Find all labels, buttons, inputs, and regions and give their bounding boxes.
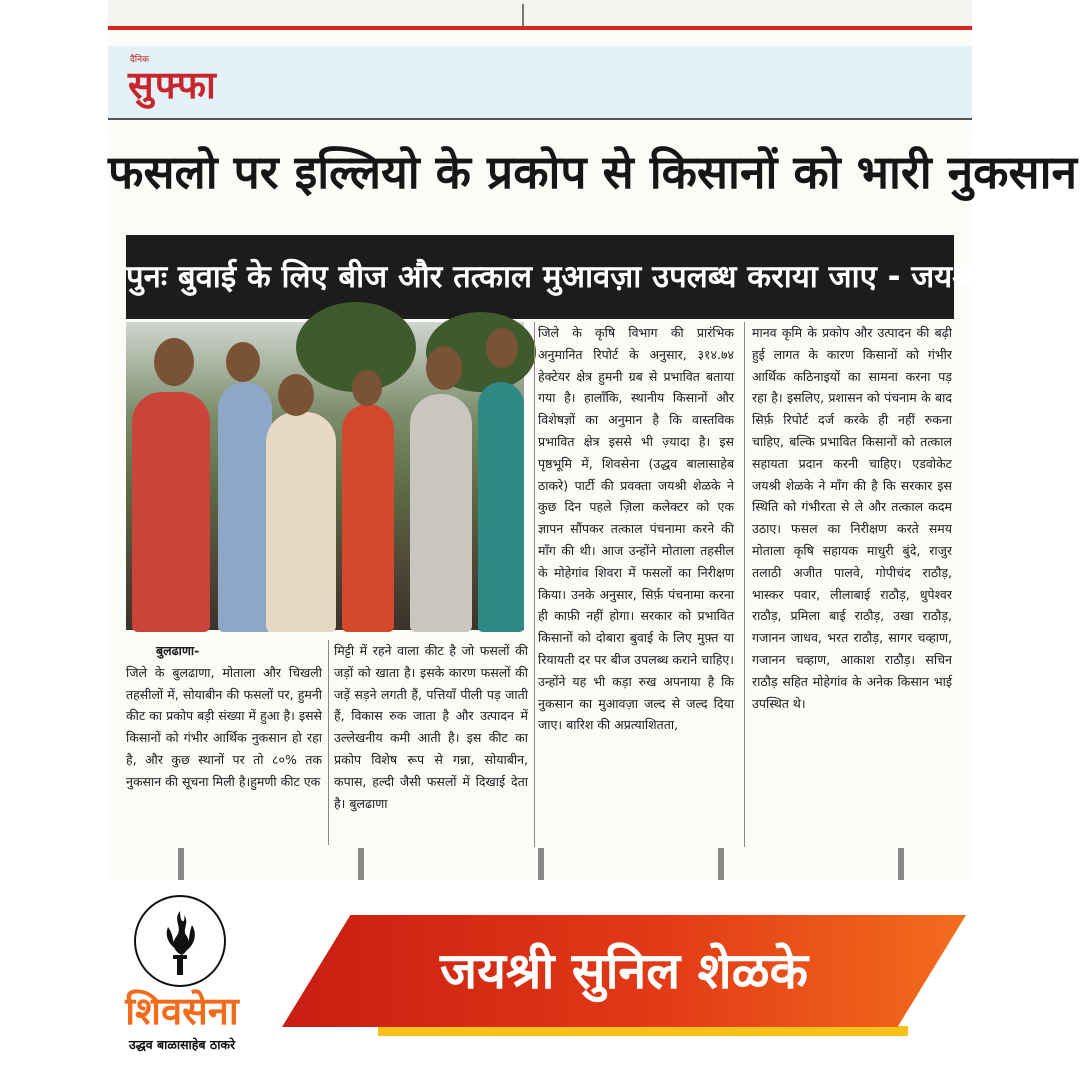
article-dateline: बुलढाणा- [156, 643, 200, 658]
flaming-torch-icon [136, 897, 224, 985]
party-logo [134, 895, 226, 987]
article-text: मिट्टी में रहने वाला कीट है जो फसलों की जड़ों को खाता है। इसके कारण फसलों की जड़ें सड़ने लगती हैं, पत्तियाँ पीली पड़ जाती हैं, विकास रुक जाता है और उत्पादन में उल्लेखनीय कमी आती है। इस कीट का प्रकोप विशेष रूप से गन्ना, सोयाबीन, कपास, हल्दी जैसी फसलों में दिखाई देता है। बुलढाणा [334, 643, 528, 811]
masthead-small-label: दैनिक [130, 55, 150, 65]
next-article-cut-off [108, 848, 972, 880]
column-separator [522, 4, 524, 26]
column-rule [534, 322, 535, 847]
column-rule [328, 640, 329, 845]
photo-person [132, 392, 210, 632]
column-rule [744, 322, 745, 847]
newspaper-name: सुफ्फा [128, 63, 217, 107]
party-name: शिवसेना [125, 989, 239, 1033]
photo-person [218, 382, 272, 632]
photo-person [410, 394, 472, 632]
photo-person-head [486, 328, 518, 368]
photo-person [478, 382, 524, 632]
article-column-2 [334, 640, 528, 850]
photo-person-head [278, 374, 314, 416]
article-column-3 [538, 322, 734, 850]
article-subheadline: पुनः बुवाई के लिए बीज और तत्काल मुआवज़ा उपलब्ध कराया जाए - जयश्री शेलके [126, 235, 954, 319]
newspaper-clipping [108, 0, 1078, 880]
banner-underline [378, 1026, 908, 1036]
photo-person-head [352, 370, 382, 406]
article-text: जिले के कृषि विभाग की प्रारंभिक अनुमानित रिपोर्ट के अनुसार, ३१४.७४ हेक्टेयर क्षेत्र हुमनी ग्रब से प्रभावित बताया गया है। हालाँकि, स्थानीय किसानों और विशेषज्ञों का अनुमान है कि वास्तविक प्रभावित क्षेत्र इससे भी ज़्यादा है। इस पृष्ठभूमि में, शिवसेना (उद्धव बालासाहेब ठाकरे) पार्टी की प्रवक्ता जयश्री शेळके ने कुछ दिन पहले ज़िला कलेक्टर को एक ज्ञापन सौंपकर तत्काल पंचनामा करने की माँग की थी। आज उन्होंने मोताला तहसील के मोहेगांव शिवरा में फसलों का निरीक्षण किया। उनके अनुसार, सिर्फ़ पंचनामा करना ही काफ़ी नहीं होगा। सरकार को प्रभावित किसानों को दोबारा बुवाई के लिए मुफ़्त या रियायती दर पर बीज उपलब्ध कराने चाहिए। उन्होंने यह भी कड़ा रुख अपनाया है कि नुकसान का मुआवज़ा जल्द से जल्द दिया जाए। बारिश की अप्रत्याशितता, [538, 325, 734, 733]
article-text: मानव कृमि के प्रकोप और उत्पादन की बढ़ी हुई लागत के कारण किसानों को गंभीर आर्थिक कठिनाइयों का सामना करना पड़ रहा है। इसलिए, प्रशासन को पंचनाम के बाद सिर्फ़ रिपोर्ट दर्ज करके ही नहीं रुकना चाहिए, बल्कि प्रभावित किसानों को तत्काल सहायता प्रदान करनी चाहिए। एडवोकेट जयश्री शेळके ने माँग की है कि सरकार इस स्थिति को गंभीरता से ले और तत्काल कदम उठाए। फसल का निरीक्षण करते समय मोताला कृषि सहायक माधुरी बुंदे, राजुर तलाठी अजीत पालवे, गोपीचंद राठौड़, भास्कर पवार, लीलाबाई राठौड़, धुपेश्वर राठौड़, प्रमिला बाई राठौड़, उखा राठौड़, गजानन जाधव, भरत राठौड़, सागर चव्हाण, गजानन चव्हाण, आकाश राठौड़। सचिन राठौड़ सहित मोहेगांव के अनेक किसान भाई उपस्थित थे। [752, 325, 952, 711]
photo-person [266, 412, 336, 632]
banner-name: जयश्री सुनिल शेळके [439, 942, 809, 1000]
party-subtitle: उद्धव बाळासाहेब ठाकरे [128, 1037, 236, 1052]
photo-person-head [154, 338, 194, 386]
photo-person-head [426, 346, 462, 390]
previous-page-strip [108, 0, 972, 30]
article-text: जिले के बुलढाणा, मोताला और चिखली तहसीलों में, सोयाबीन की फसलों पर, हुमनी कीट का प्रकोप बड़ी संख्या में हुआ है। इससे किसानों को गंभीर आर्थिक नुकसान हो रहा है, और कुछ स्थानों पर तो ८०% तक नुकसान की सूचना मिली है।हुमणी कीट एक [126, 664, 322, 789]
article-column-1 [126, 640, 322, 850]
photo-person-head [226, 342, 260, 382]
article-column-4 [752, 322, 952, 850]
article-headline: फसलो पर इल्लियो के प्रकोप से किसानों को भारी नुकसान [108, 145, 1078, 199]
article-photo [126, 322, 524, 630]
photo-person [342, 404, 394, 632]
newspaper-masthead [108, 46, 972, 120]
